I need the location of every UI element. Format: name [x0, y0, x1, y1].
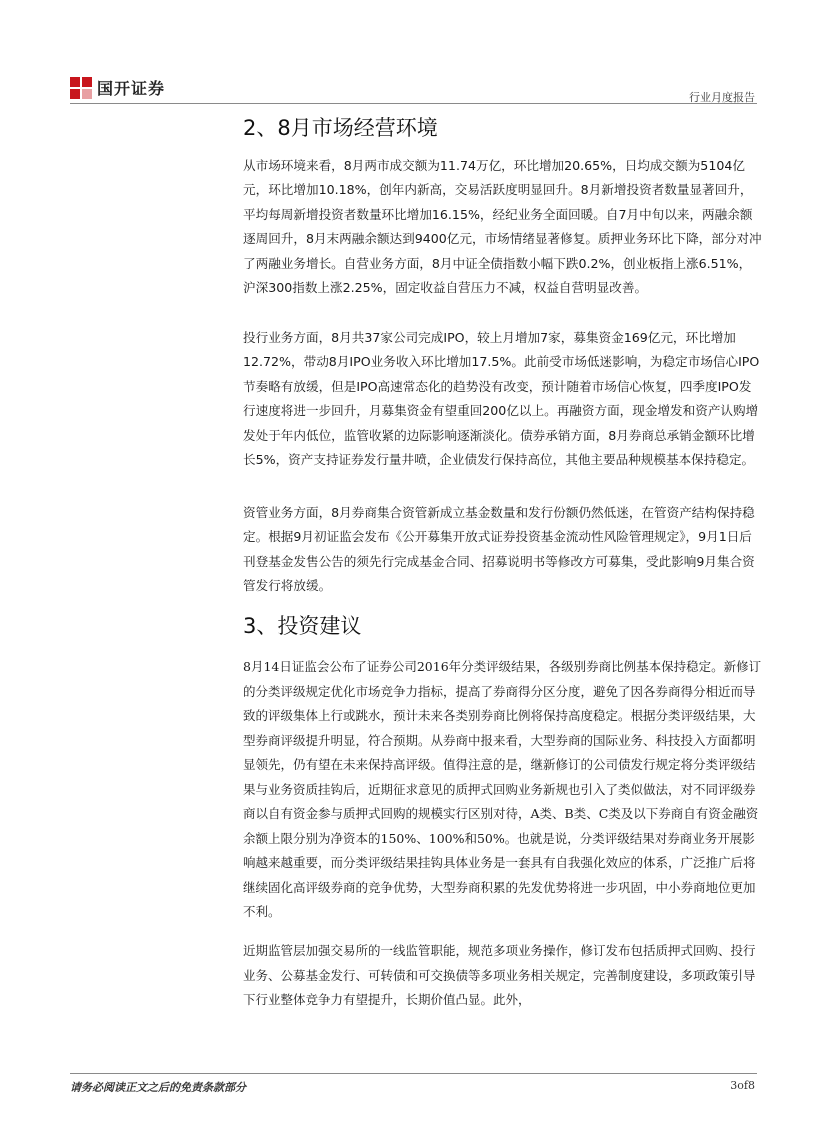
section-heading-investment-advice: 3、投资建议 — [243, 614, 362, 638]
paragraph-regulation: 近期监管层加强交易所的一线监管职能，规范多项业务操作，修订发布包括质押式回购、投行业务、公募基金发行、可转债和可交换债等多项业务相关规定，完善制度建设，多项政策引导下行业整体竞争力有望提升，长期价值凸显。此外， — [243, 943, 756, 1007]
page-header — [0, 0, 827, 110]
report-type-label: 行业月度报告 — [689, 91, 755, 104]
header-divider — [70, 103, 757, 104]
footer-divider — [70, 1073, 757, 1074]
paragraph-rating-results: 8月14日证监会公布了证券公司2016年分类评级结果，各级别券商比例基本保持稳定。新修订的分类评级规定优化市场竞争力指标，提高了券商得分区分度，避免了因各券商得分相近而导致的评级集体上行或跳水，预计未来各类别券商比例将保持高度稳定。根据分类评级结果，大型券商评级提升明显，符合预期。从券商中报来看，大型券商的国际业务、科技投入方面都明显领先，仍有望在未来保持高评级。值得注意的是，继新修订的公司债发行规定将分类评级结果与业务资质挂钩后，近期征求意见的质押式回购业务新规也引入了类似做法，对不同评级券商以自有资金参与质押式回购的规模实行区别对待，A类、B类、C类及以下券商自有资金融资余额上限分别为净资本的150%、100%和50%。也就是说，分类评级结果对券商业务开展影响越来越重要，而分类评级结果挂钩具体业务是一套具有自我强化效应的体系，广泛推广后将继续固化高评级券商的竞争优势，大型券商积累的先发优势将进一步巩固，中小券商地位更加不利。 — [243, 659, 762, 919]
section-heading-market-environment: 2、8月市场经营环境 — [243, 116, 438, 140]
brand-logo — [70, 76, 165, 99]
logo-icon — [70, 77, 92, 99]
page-number: 3of8 — [730, 1079, 755, 1092]
footer-disclaimer: 请务必阅读正文之后的免责条款部分 — [70, 1081, 246, 1094]
brand-name: 国开证券 — [97, 79, 166, 98]
paragraph-market-environment: 从市场环境来看，8月两市成交额为11.74万亿，环比增加20.65%，日均成交额为5104亿元，环比增加10.18%，创年内新高，交易活跃度明显回升。8月新增投资者数量显著回升，平均每周新增投资者数量环比增加16.15%，经纪业务全面回暖。自7月中旬以来，两融余额逐周回升，8月末两融余额达到9400亿元，市场情绪显著修复。质押业务环比下降，部分对冲了两融业务增长。自营业务方面，8月中证全债指数小幅下跌0.2%，创业板指上涨6.51%，沪深300指数上涨2.25%，固定收益自营压力不减，权益自营明显改善。 — [243, 158, 762, 296]
paragraph-asset-management: 资管业务方面，8月券商集合资管新成立基金数量和发行份额仍然低迷，在管资产结构保持稳定。根据9月初证监会发布《公开募集开放式证券投资基金流动性风险管理规定》，9月1日后刊登基金发售公告的须先行完成基金合同、招募说明书等修改方可募集，受此影响9月集合资管发行将放缓。 — [243, 505, 755, 594]
paragraph-investment-banking: 投行业务方面，8月共37家公司完成IPO，较上月增加7家，募集资金169亿元，环比增加12.72%，带动8月IPO业务收入环比增加17.5%。此前受市场低迷影响，为稳定市场信心IPO节奏略有放缓，但是IPO高速常态化的趋势没有改变，预计随着市场信心恢复，四季度IPO发行速度将进一步回升，月募集资金有望重回200亿以上。再融资方面，现金增发和资产认购增发处于年内低位，监管收紧的边际影响逐渐淡化。债券承销方面，8月券商总承销金额环比增长5%，资产支持证券发行量井喷，企业债发行保持高位，其他主要品种规模基本保持稳定。 — [243, 330, 760, 468]
